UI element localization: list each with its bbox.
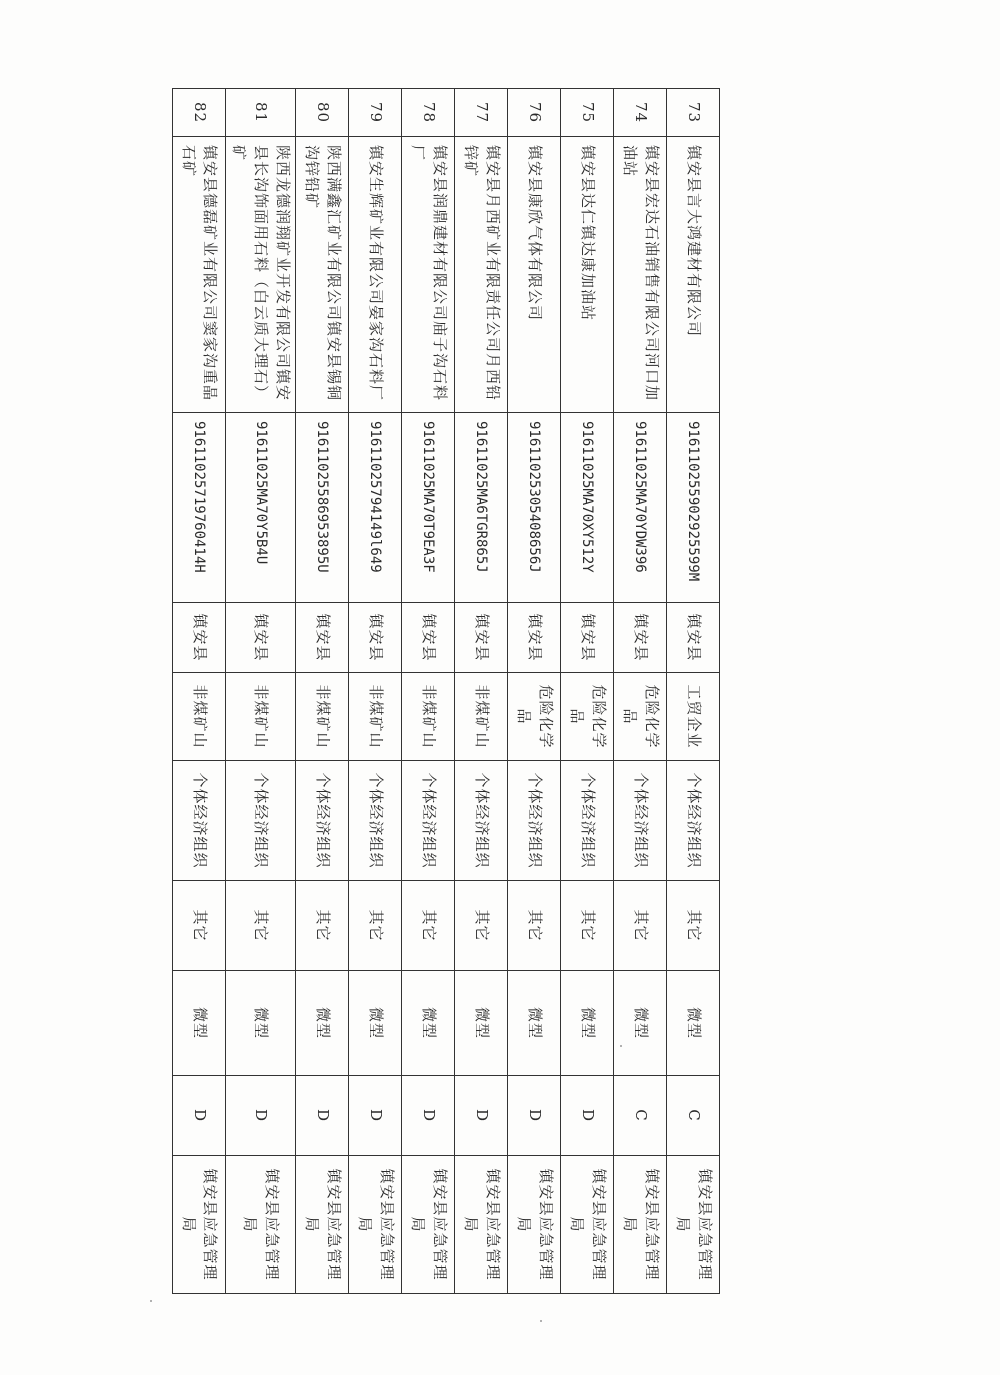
credit-code-cell: 91611025586953895U — [296, 413, 349, 603]
row-number-cell: 80 — [296, 89, 349, 137]
table-body — [172, 89, 719, 1294]
row-number-cell: 81 — [225, 89, 295, 137]
risk-grade-cell: D — [349, 1076, 402, 1156]
company-name-cell: 镇安县言大鸿建材有限公司 — [667, 137, 720, 413]
county-cell: 镇安县 — [225, 603, 295, 673]
row-number-cell: 77 — [455, 89, 508, 137]
enterprise-size-cell: 微型 — [561, 971, 614, 1076]
county-cell: 镇安县 — [402, 603, 455, 673]
table-row — [508, 89, 561, 1294]
table-row — [455, 89, 508, 1294]
row-number-cell: 82 — [172, 89, 225, 137]
table-row — [614, 89, 667, 1294]
company-name-cell: 镇安县宏达石油销售有限公司河口加油站 — [614, 137, 667, 413]
economic-type-cell: 个体经济组织 — [349, 761, 402, 881]
category-cell: 其它 — [172, 881, 225, 971]
industry-type-cell: 非煤矿山 — [402, 673, 455, 761]
table-row — [561, 89, 614, 1294]
company-name-cell: 镇安县月西矿业有限责任公司月西铅锌矿 — [455, 137, 508, 413]
supervising-dept-cell: 镇安县应急管理局 — [225, 1156, 295, 1294]
risk-grade-cell: D — [225, 1076, 295, 1156]
county-cell: 镇安县 — [614, 603, 667, 673]
table-row — [225, 89, 295, 1294]
risk-grade-cell: C — [667, 1076, 720, 1156]
row-number-cell: 76 — [508, 89, 561, 137]
enterprise-size-cell: 微型 — [614, 971, 667, 1076]
county-cell: 镇安县 — [349, 603, 402, 673]
supervising-dept-cell: 镇安县应急管理局 — [402, 1156, 455, 1294]
table-row — [296, 89, 349, 1294]
category-cell: 其它 — [667, 881, 720, 971]
county-cell: 镇安县 — [561, 603, 614, 673]
risk-grade-cell: D — [172, 1076, 225, 1156]
company-name-cell: 陕西龙德润翔矿业开发有限公司镇安县长沟饰面用石料（白云质大理石）矿 — [225, 137, 295, 413]
economic-type-cell: 个体经济组织 — [614, 761, 667, 881]
supervising-dept-cell: 镇安县应急管理局 — [455, 1156, 508, 1294]
industry-type-cell: 危险化学品 — [561, 673, 614, 761]
category-cell: 其它 — [455, 881, 508, 971]
county-cell: 镇安县 — [296, 603, 349, 673]
supervising-dept-cell: 镇安县应急管理局 — [561, 1156, 614, 1294]
credit-code-cell: 91611025MA70T9EA3F — [402, 413, 455, 603]
credit-code-cell: 91611025MA70XY512Y — [561, 413, 614, 603]
enterprise-size-cell: 微型 — [225, 971, 295, 1076]
supervising-dept-cell: 镇安县应急管理局 — [172, 1156, 225, 1294]
row-number-cell: 73 — [667, 89, 720, 137]
industry-type-cell: 工贸企业 — [667, 673, 720, 761]
category-cell: 其它 — [349, 881, 402, 971]
rotated-table-container — [179, 88, 720, 1293]
scan-speck — [540, 1320, 542, 1322]
county-cell: 镇安县 — [172, 603, 225, 673]
row-number-cell: 78 — [402, 89, 455, 137]
row-number-cell: 74 — [614, 89, 667, 137]
credit-code-cell: 91611025MA70Y5B4U — [225, 413, 295, 603]
credit-code-cell: 91611025MA70YDW396 — [614, 413, 667, 603]
economic-type-cell: 个体经济组织 — [455, 761, 508, 881]
row-number-cell: 79 — [349, 89, 402, 137]
table-row — [667, 89, 720, 1294]
risk-grade-cell: D — [508, 1076, 561, 1156]
industry-type-cell: 非煤矿山 — [172, 673, 225, 761]
industry-type-cell: 危险化学品 — [614, 673, 667, 761]
company-name-cell: 镇安县康欣气体有限公司 — [508, 137, 561, 413]
risk-grade-cell: D — [455, 1076, 508, 1156]
company-name-cell: 陕西满鑫汇矿业有限公司镇安县锡铜沟锌铅矿 — [296, 137, 349, 413]
company-name-cell: 镇安县德磊矿业有限公司窦家沟重晶石矿 — [172, 137, 225, 413]
category-cell: 其它 — [296, 881, 349, 971]
credit-code-cell: 91611025719760414H — [172, 413, 225, 603]
category-cell: 其它 — [225, 881, 295, 971]
category-cell: 其它 — [508, 881, 561, 971]
industry-type-cell: 非煤矿山 — [296, 673, 349, 761]
industry-type-cell: 非煤矿山 — [349, 673, 402, 761]
economic-type-cell: 个体经济组织 — [296, 761, 349, 881]
supervising-dept-cell: 镇安县应急管理局 — [349, 1156, 402, 1294]
economic-type-cell: 个体经济组织 — [225, 761, 295, 881]
risk-grade-cell: C — [614, 1076, 667, 1156]
enterprise-size-cell: 微型 — [172, 971, 225, 1076]
economic-type-cell: 个体经济组织 — [172, 761, 225, 881]
economic-type-cell: 个体经济组织 — [402, 761, 455, 881]
table-row — [172, 89, 225, 1294]
supervising-dept-cell: 镇安县应急管理局 — [614, 1156, 667, 1294]
industry-type-cell: 危险化学品 — [508, 673, 561, 761]
economic-type-cell: 个体经济组织 — [561, 761, 614, 881]
economic-type-cell: 个体经济组织 — [667, 761, 720, 881]
industry-type-cell: 非煤矿山 — [225, 673, 295, 761]
enterprise-size-cell: 微型 — [296, 971, 349, 1076]
supervising-dept-cell: 镇安县应急管理局 — [667, 1156, 720, 1294]
economic-type-cell: 个体经济组织 — [508, 761, 561, 881]
company-name-cell: 镇安县达仁镇达康加油站 — [561, 137, 614, 413]
table-row — [349, 89, 402, 1294]
supervising-dept-cell: 镇安县应急管理局 — [296, 1156, 349, 1294]
scan-speck — [150, 1300, 152, 1302]
enterprise-size-cell: 微型 — [455, 971, 508, 1076]
risk-grade-cell: D — [296, 1076, 349, 1156]
county-cell: 镇安县 — [667, 603, 720, 673]
credit-code-cell: 91611025305408656J — [508, 413, 561, 603]
category-cell: 其它 — [614, 881, 667, 971]
enterprise-size-cell: 微型 — [349, 971, 402, 1076]
company-name-cell: 镇安县润鼎建材有限公司庙子沟石料厂 — [402, 137, 455, 413]
table-row — [402, 89, 455, 1294]
company-name-cell: 镇安生辉矿业有限公司晏家沟石料厂 — [349, 137, 402, 413]
row-number-cell: 75 — [561, 89, 614, 137]
credit-code-cell: 916110255902925599M — [667, 413, 720, 603]
risk-grade-cell: D — [402, 1076, 455, 1156]
supervising-dept-cell: 镇安县应急管理局 — [508, 1156, 561, 1294]
credit-code-cell: 91611025MA6TGR865J — [455, 413, 508, 603]
county-cell: 镇安县 — [508, 603, 561, 673]
county-cell: 镇安县 — [455, 603, 508, 673]
industry-type-cell: 非煤矿山 — [455, 673, 508, 761]
category-cell: 其它 — [561, 881, 614, 971]
enterprise-size-cell: 微型 — [508, 971, 561, 1076]
scan-speck — [620, 1045, 622, 1047]
category-cell: 其它 — [402, 881, 455, 971]
enterprise-table — [172, 88, 720, 1294]
credit-code-cell: 91611025794149l649 — [349, 413, 402, 603]
risk-grade-cell: D — [561, 1076, 614, 1156]
enterprise-size-cell: 微型 — [667, 971, 720, 1076]
enterprise-size-cell: 微型 — [402, 971, 455, 1076]
